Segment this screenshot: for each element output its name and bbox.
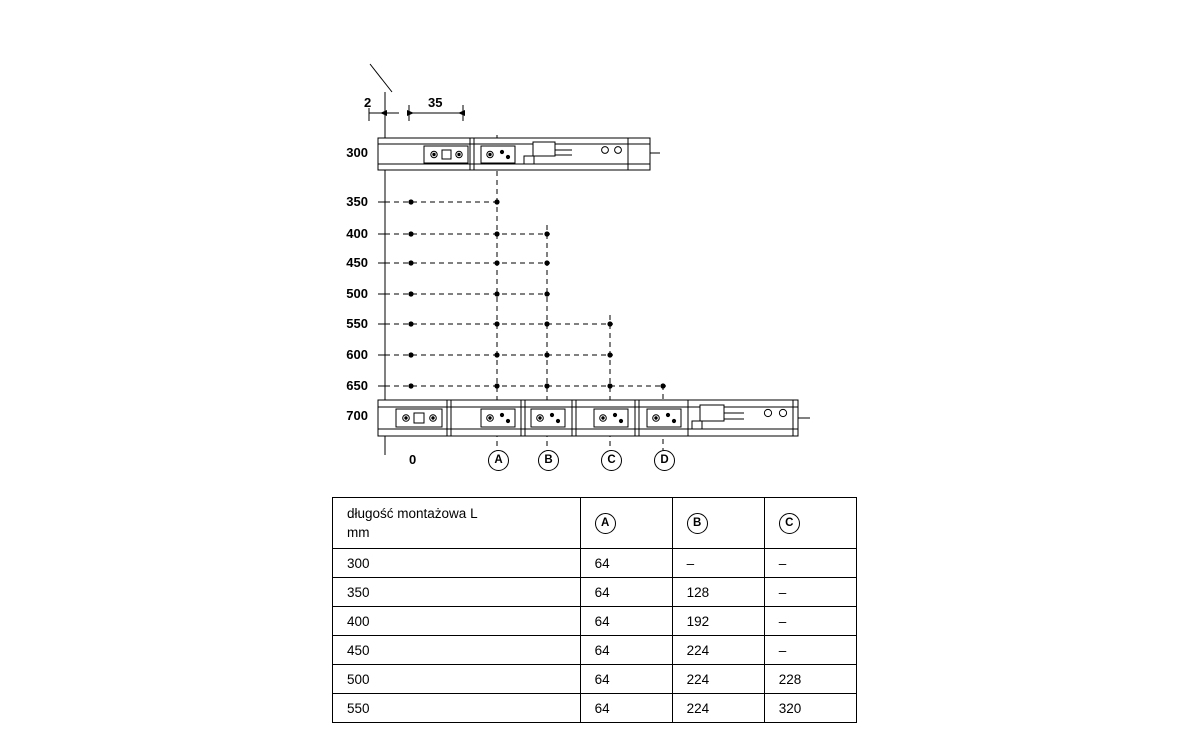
cell-a: 64 (580, 578, 672, 607)
column-marker-d: D (654, 450, 675, 471)
cell-a: 64 (580, 694, 672, 723)
spec-table-wrapper (332, 497, 857, 723)
cell-length: 500 (333, 665, 581, 694)
table-row (333, 636, 857, 665)
cell-a: 64 (580, 636, 672, 665)
cell-c: – (764, 636, 856, 665)
header-length-line1: długość montażowa L (347, 505, 478, 521)
cell-length: 300 (333, 549, 581, 578)
table-row (333, 549, 857, 578)
cell-c: – (764, 549, 856, 578)
cell-c: – (764, 578, 856, 607)
cell-b: 128 (672, 578, 764, 607)
row-label-400: 400 (346, 226, 368, 241)
row-label-600: 600 (346, 347, 368, 362)
row-datum-lines (385, 202, 666, 386)
leader-line (370, 64, 392, 92)
header-cell-length (333, 498, 581, 549)
cell-c: 320 (764, 694, 856, 723)
header-cell-b (672, 498, 764, 549)
table-header-row (333, 498, 857, 549)
slide-assembly-bottom (378, 400, 810, 436)
cell-a: 64 (580, 607, 672, 636)
dim-label-2: 2 (364, 95, 372, 110)
origin-label-zero: 0 (409, 452, 417, 467)
row-label-650: 650 (346, 378, 368, 393)
cell-b: – (672, 549, 764, 578)
slide-assembly-top (378, 138, 660, 170)
column-marker-b: B (538, 450, 559, 471)
dim-label-35: 35 (428, 95, 443, 110)
header-circ-b: B (687, 513, 708, 534)
row-label-350: 350 (346, 194, 368, 209)
column-marker-a: A (488, 450, 509, 471)
dim-arrow-35-right (458, 110, 465, 116)
dim-arrow-35-left (407, 110, 414, 116)
column-marker-c: C (601, 450, 622, 471)
cell-b: 224 (672, 636, 764, 665)
cell-a: 64 (580, 549, 672, 578)
header-circ-a: A (595, 513, 616, 534)
table-row (333, 665, 857, 694)
table-row (333, 578, 857, 607)
table-row (333, 607, 857, 636)
cell-b: 224 (672, 694, 764, 723)
row-label-500: 500 (346, 286, 368, 301)
cell-c: 228 (764, 665, 856, 694)
header-circ-c: C (779, 513, 800, 534)
hole-dots (408, 199, 665, 388)
row-ticks (378, 202, 390, 386)
header-length-line2: mm (347, 525, 370, 540)
spec-table (332, 497, 857, 723)
header-cell-a (580, 498, 672, 549)
cell-length: 350 (333, 578, 581, 607)
row-label-300: 300 (346, 145, 368, 160)
cell-length: 400 (333, 607, 581, 636)
header-cell-c (764, 498, 856, 549)
row-label-700: 700 (346, 408, 368, 423)
cell-a: 64 (580, 665, 672, 694)
dim-arrow-2 (380, 110, 387, 116)
row-label-550: 550 (346, 316, 368, 331)
cell-c: – (764, 607, 856, 636)
row-label-450: 450 (346, 255, 368, 270)
table-row (333, 694, 857, 723)
cell-length: 550 (333, 694, 581, 723)
cell-length: 450 (333, 636, 581, 665)
cell-b: 192 (672, 607, 764, 636)
cell-b: 224 (672, 665, 764, 694)
